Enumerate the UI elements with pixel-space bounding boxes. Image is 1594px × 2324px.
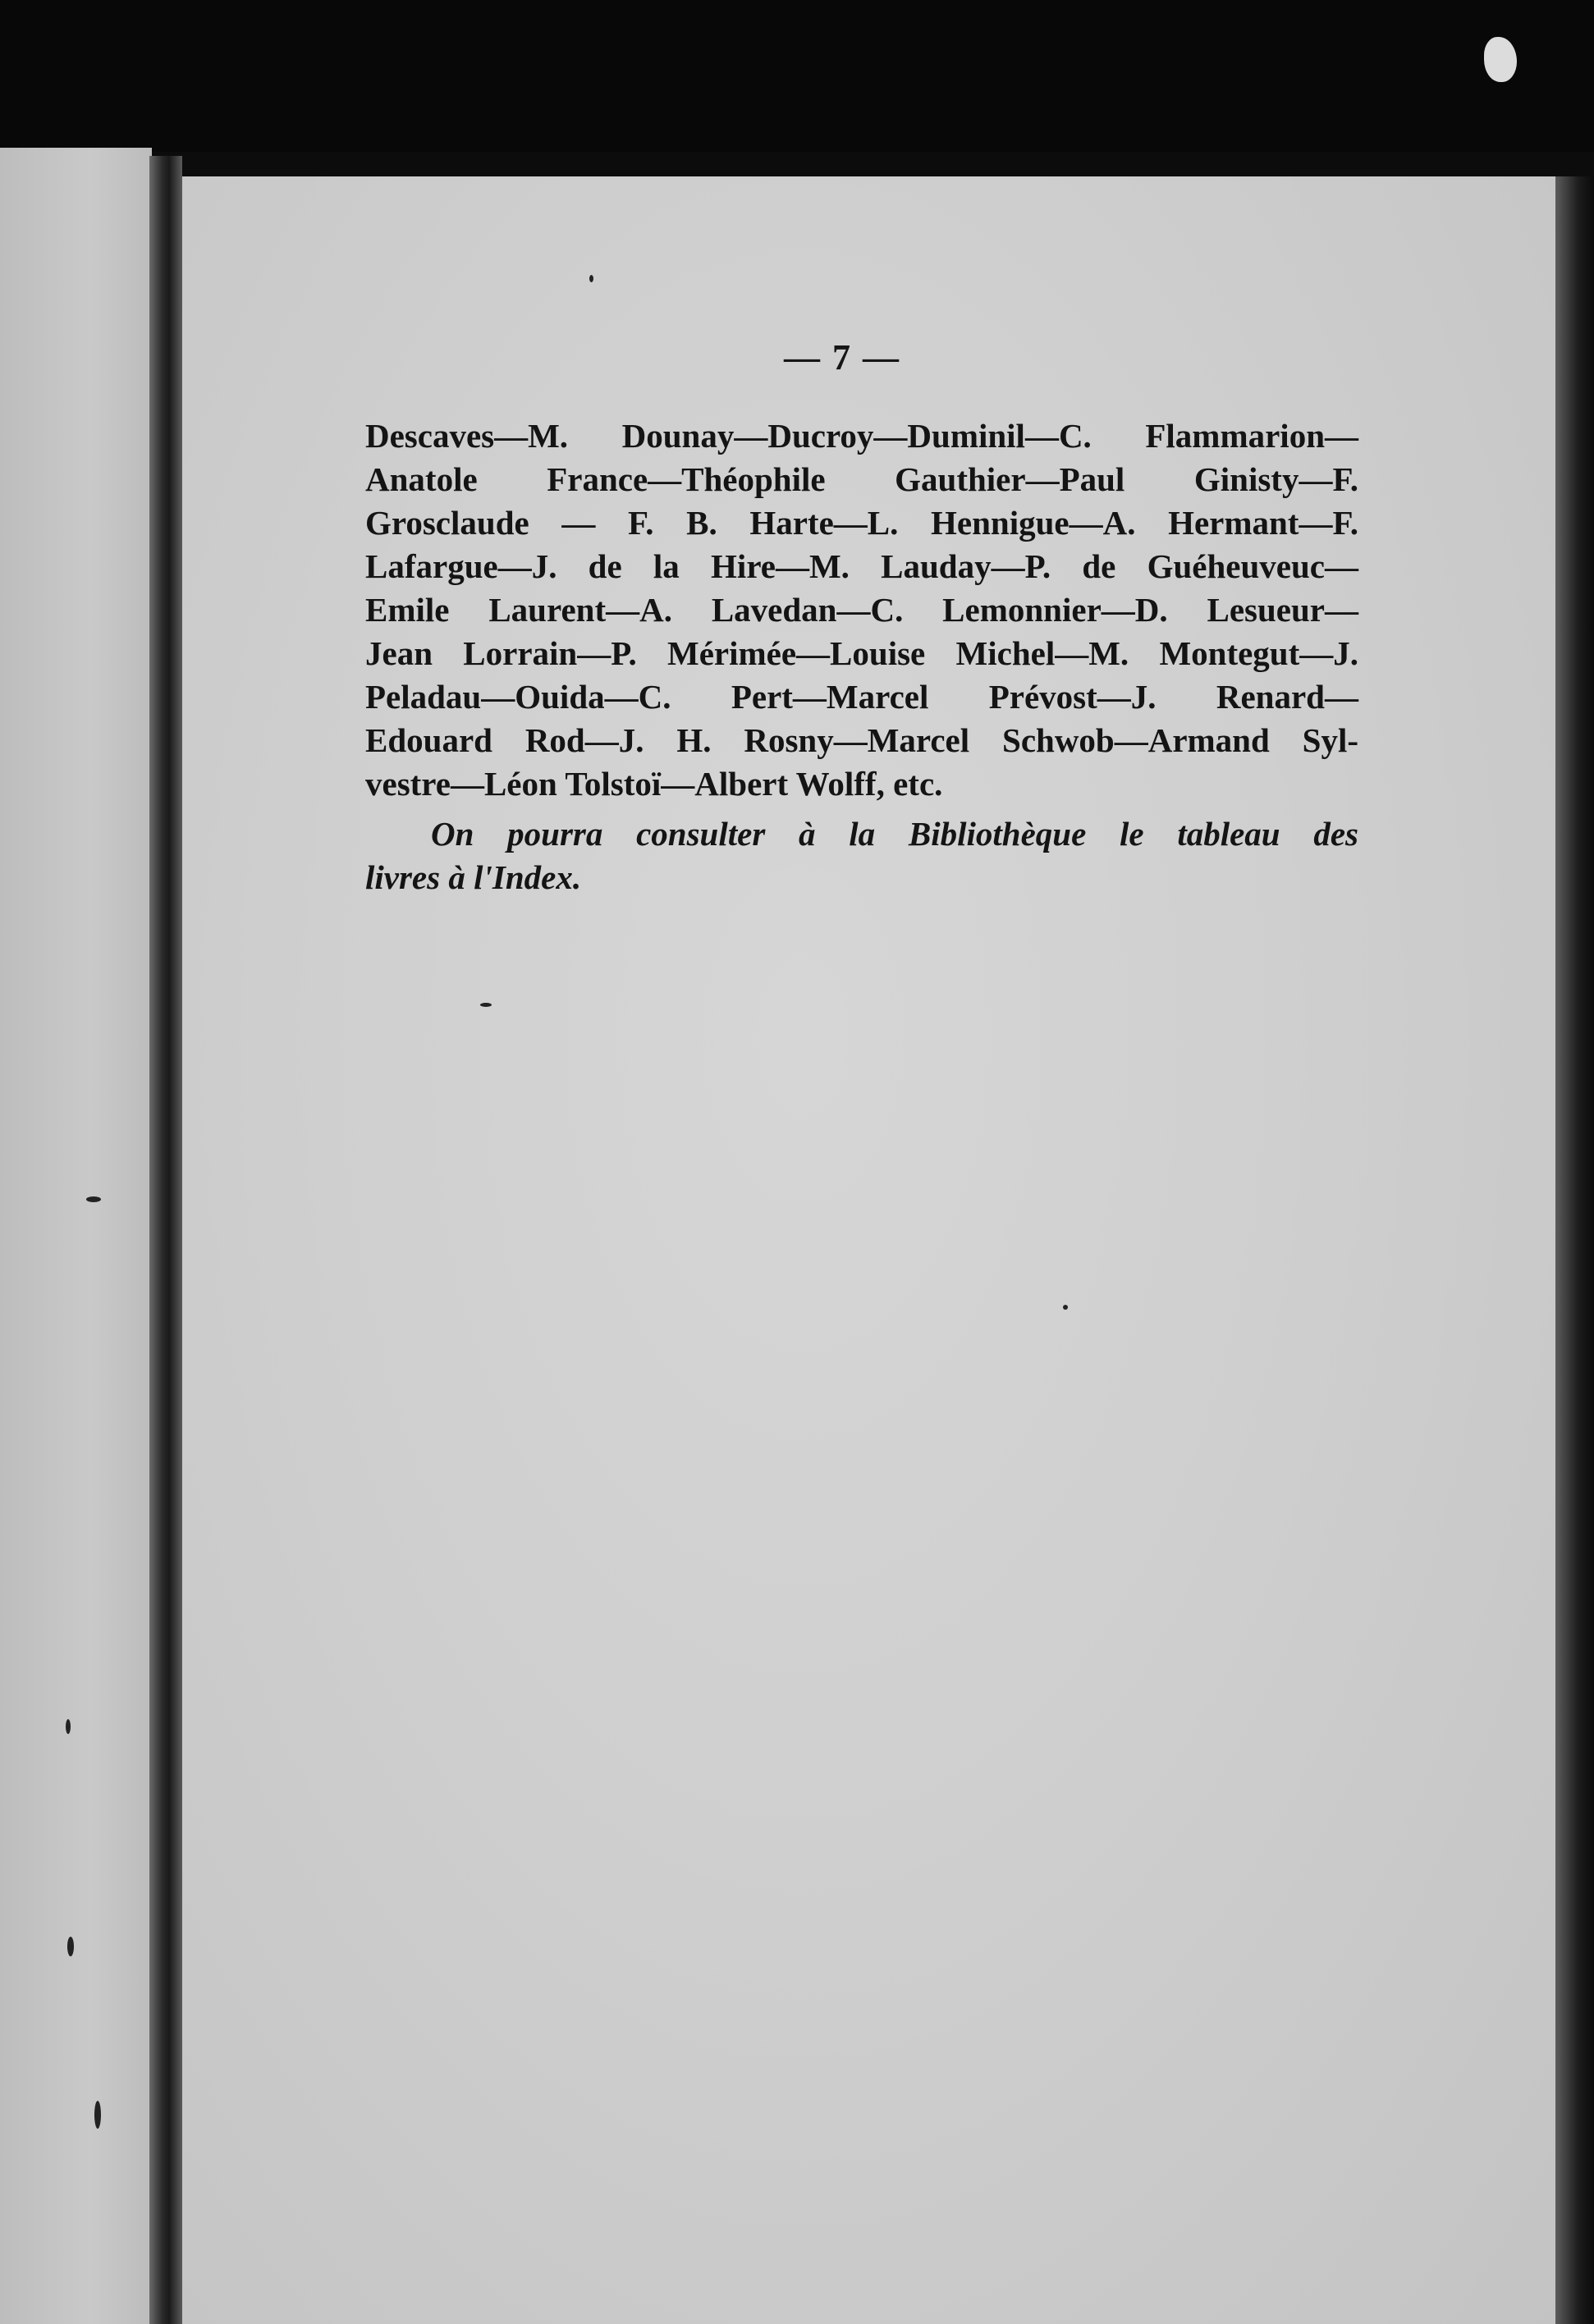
scan-speck xyxy=(66,1719,71,1734)
text-line: Grosclaude — F. B. Harte—L. Hennigue—A. Hermant—F. xyxy=(365,504,1358,542)
scan-speck xyxy=(94,2101,101,2129)
page-right-edge xyxy=(1555,176,1594,2324)
text-line: Peladau—Ouida—C. Pert—Marcel Prévost—J. Renard— xyxy=(365,678,1358,716)
previous-page-edge xyxy=(0,148,152,2324)
author-list xyxy=(365,414,1358,806)
note-line: On pourra consulter à la Bibliothèque le tableau des xyxy=(431,815,1358,853)
scan-speck xyxy=(1063,1305,1068,1310)
text-line: Emile Laurent—A. Lavedan—C. Lemonnier—D. Lesueur— xyxy=(365,591,1358,629)
text-line: Lafargue—J. de la Hire—M. Lauday—P. de Guéheuveuc— xyxy=(365,547,1358,585)
scan-speck xyxy=(67,1937,74,1956)
binding-shadow xyxy=(149,156,182,2324)
text-line: Descaves—M. Dounay—Ducroy—Duminil—C. Flammarion— xyxy=(365,417,1358,455)
text-line: Jean Lorrain—P. Mérimée—Louise Michel—M. Montegut—J. xyxy=(365,634,1358,672)
scan-top-border xyxy=(0,0,1594,152)
scan-speck xyxy=(480,1003,492,1007)
scan-speck xyxy=(589,275,593,282)
note-line: livres à l'Index. xyxy=(365,858,582,896)
scan-speck xyxy=(86,1196,101,1202)
text-line: Anatole France—Théophile Gauthier—Paul Ginisty—F. xyxy=(365,460,1358,498)
library-note xyxy=(365,812,1358,899)
text-line: Edouard Rod—J. H. Rosny—Marcel Schwob—Armand Syl- xyxy=(365,721,1358,759)
text-line: vestre—Léon Tolstoï—Albert Wolff, etc. xyxy=(365,765,943,803)
page-number: — 7 — xyxy=(784,337,900,377)
